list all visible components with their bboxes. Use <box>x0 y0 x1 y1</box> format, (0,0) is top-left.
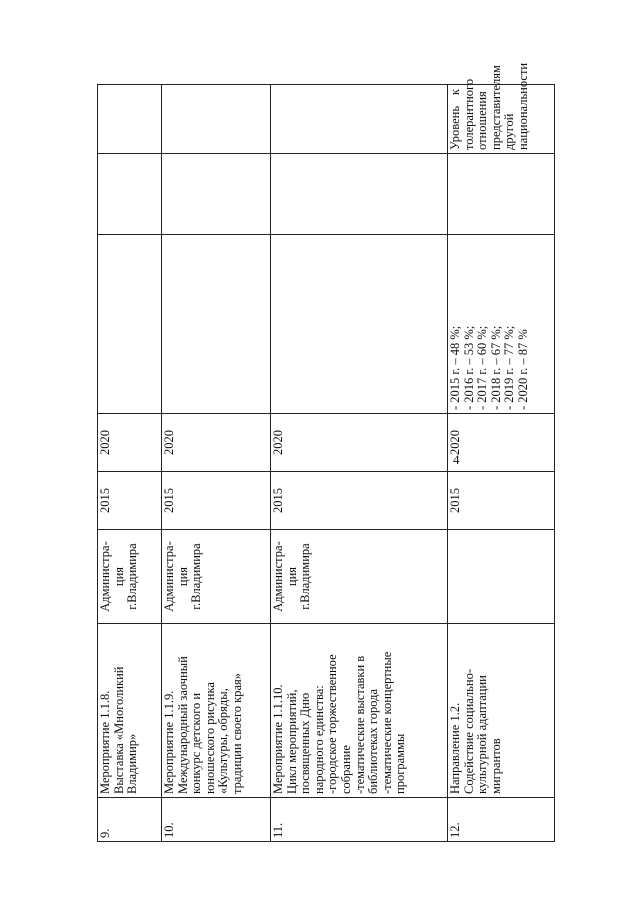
empty-cell <box>162 154 271 235</box>
measure-name-line: Мероприятие 1.1.10. <box>271 684 285 794</box>
indicator-line: отношения <box>475 91 490 150</box>
target-values <box>162 235 271 414</box>
row-number: 12. <box>448 798 555 842</box>
indicator <box>98 85 162 154</box>
target-values <box>98 235 162 414</box>
measure-name-line: Международный заочный <box>175 656 190 794</box>
executor-line: г.Владимира <box>298 543 313 610</box>
measure-name-line: культурной адаптации <box>475 675 490 794</box>
rotated-table-wrapper <box>97 62 554 842</box>
empty-cell <box>448 154 555 235</box>
measure-name-line: Выставка «Многоликий <box>111 666 126 794</box>
measure-name <box>98 624 162 798</box>
table-row <box>448 85 555 842</box>
executor <box>162 530 271 624</box>
measure-name-line: Цикл мероприятий, <box>284 689 299 794</box>
table-row <box>271 85 448 842</box>
end-year: 2020 <box>271 414 448 472</box>
measure-name-line: собрание <box>338 745 353 794</box>
measure-name-line: -тематические выставки в <box>352 655 367 794</box>
indicator <box>448 62 555 154</box>
measure-name-line: программы <box>393 733 408 794</box>
measure-name <box>271 624 448 798</box>
row-number: 11. <box>271 798 448 842</box>
table-row <box>98 85 162 842</box>
executor-line: ция <box>175 566 190 587</box>
target-values-line: - 2019 г. – 77 %; <box>502 325 517 410</box>
measure-name-line: Направление 1.2. <box>448 702 462 794</box>
indicator-line: другой <box>502 113 517 150</box>
target-values <box>448 235 555 414</box>
indicator-suffix: к <box>448 89 462 96</box>
indicator-line: национальности <box>515 62 530 150</box>
executor-line: г.Владимира <box>125 543 140 610</box>
end-year: 2020 <box>98 414 162 472</box>
executor-line: ция <box>284 566 299 587</box>
measure-name-line: Содействие социально- <box>461 669 476 794</box>
measure-name <box>448 624 555 798</box>
end-year: 2020 <box>448 414 555 472</box>
measure-name-line: посвященных Дню <box>298 692 313 794</box>
measure-name-line: народного единства: <box>311 685 326 794</box>
target-values-line: - 2020 г. – 87 % <box>515 329 530 410</box>
start-year: 2015 <box>162 472 271 530</box>
indicator <box>271 85 448 154</box>
measure-name-line: Владимир» <box>125 733 140 794</box>
empty-cell <box>271 154 448 235</box>
measure-name-line: «Культуры, обряды, <box>216 688 231 794</box>
row-number: 9. <box>98 798 162 842</box>
target-values <box>271 235 448 414</box>
target-values-line: - 2015 г. – 48 %; <box>448 325 462 410</box>
executor-line: ция <box>111 566 126 587</box>
start-year: 2015 <box>271 472 448 530</box>
start-year: 2015 <box>448 472 555 530</box>
measure-name-line: юношеского рисунка <box>202 682 217 794</box>
measure-name-line: Мероприятие 1.1.9. <box>162 690 176 794</box>
executor <box>98 530 162 624</box>
executor-line: Администра- <box>98 541 112 612</box>
indicator-line: Уровень <box>448 105 462 150</box>
indicator <box>162 85 271 154</box>
empty-cell <box>98 154 162 235</box>
measure-name <box>162 624 271 798</box>
page-number: 4 <box>453 452 460 467</box>
executor <box>271 530 448 624</box>
target-values-line: - 2016 г. – 53 %; <box>461 325 476 410</box>
table-row <box>162 85 271 842</box>
measures-table <box>97 62 555 842</box>
measure-name-line: мигрантов <box>488 738 503 794</box>
measure-name-line: библиотеках города <box>366 688 381 794</box>
target-values-line: - 2018 г. – 67 %; <box>488 325 503 410</box>
end-year: 2020 <box>162 414 271 472</box>
measure-name-line: -тематические концертные <box>379 651 394 794</box>
executor <box>448 530 555 624</box>
indicator-line: представителям <box>488 65 503 150</box>
start-year: 2015 <box>98 472 162 530</box>
measure-name-line: конкурс детского и <box>189 692 204 794</box>
indicator-line: толерантного <box>461 78 476 150</box>
executor-line: Администра- <box>162 541 176 612</box>
executor-line: Администра- <box>271 541 285 612</box>
measure-name-line: -городское торжественное <box>325 654 340 794</box>
row-number: 10. <box>162 798 271 842</box>
measure-name-line: традиции своего края» <box>229 672 244 794</box>
measure-name-line: Мероприятие 1.1.8. <box>98 690 112 794</box>
target-values-line: - 2017 г. – 60 %; <box>475 325 490 410</box>
executor-line: г.Владимира <box>189 543 204 610</box>
